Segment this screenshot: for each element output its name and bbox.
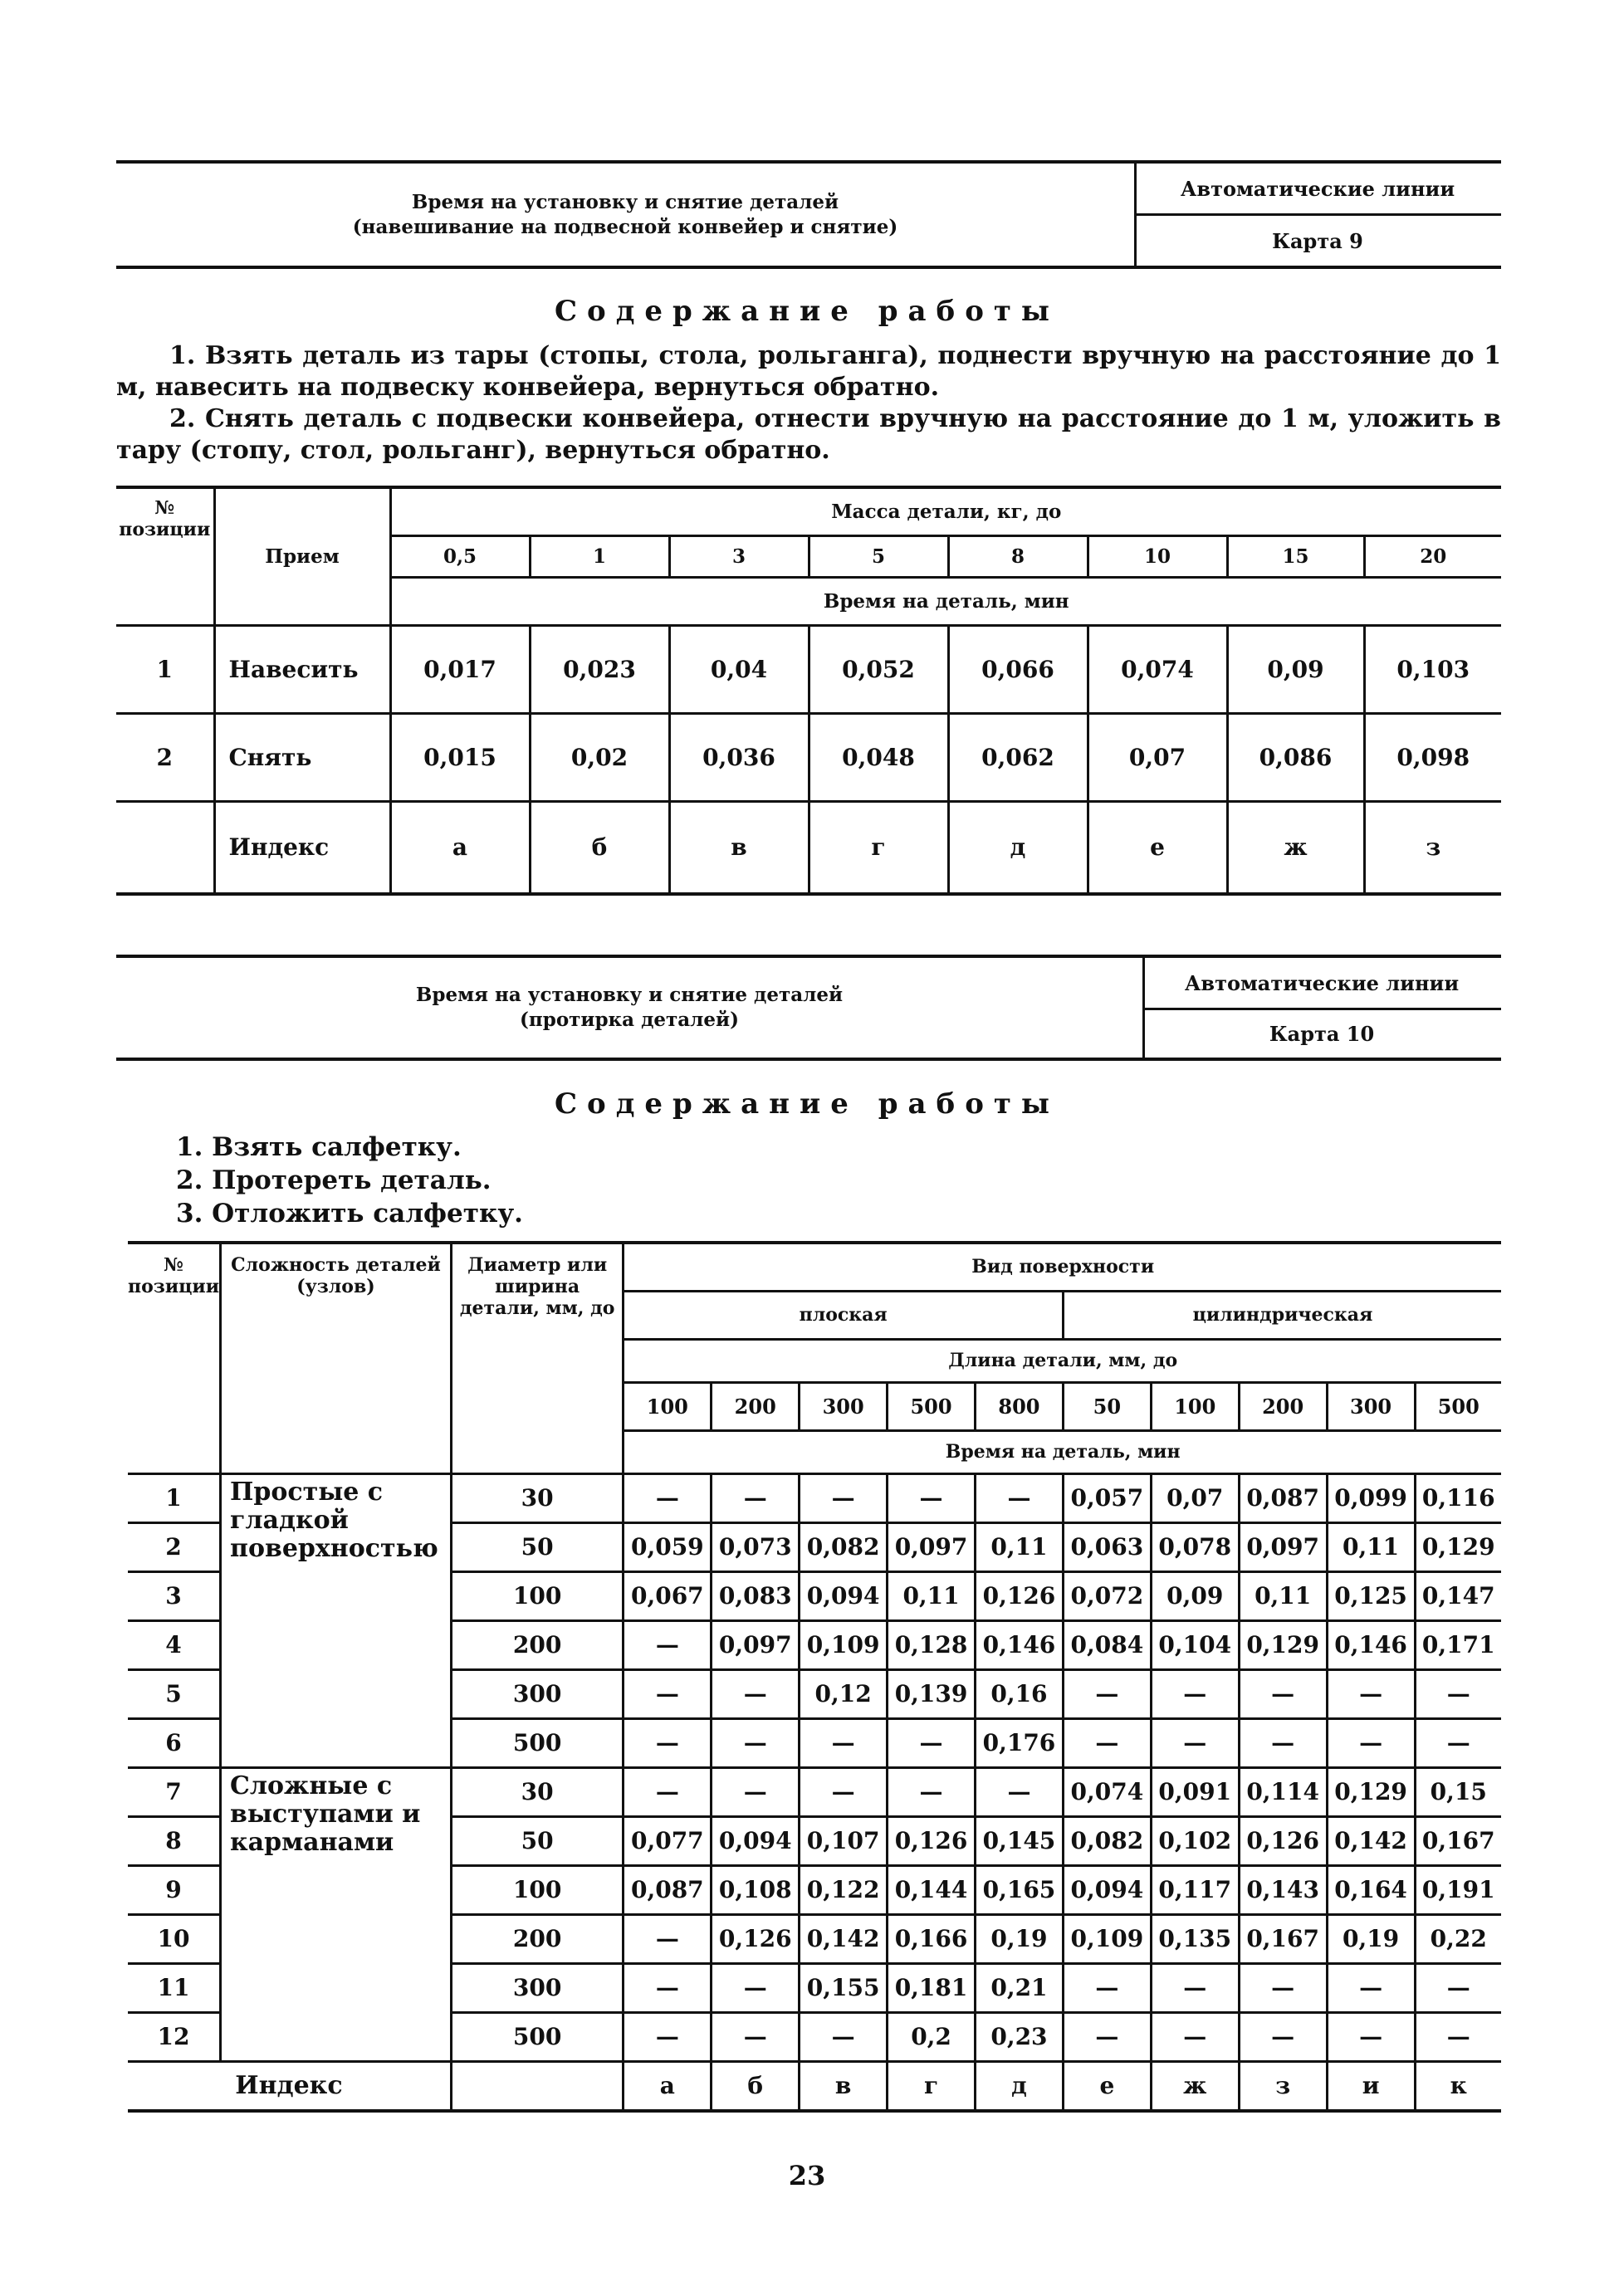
card10-title (116, 958, 1145, 1058)
card9-title-line1: Время на установку и снятие деталей (411, 190, 839, 213)
row-position: 1 (116, 625, 214, 713)
time-header: Время на деталь, мин (624, 1430, 1501, 1473)
cell-value: — (712, 2012, 800, 2061)
cell-value: 0,122 (800, 1865, 888, 1914)
row-position: 7 (128, 1767, 221, 1816)
cell-value: — (1063, 2012, 1151, 2061)
cell-value: — (712, 1963, 800, 2012)
row-method: Навесить (214, 625, 390, 713)
cell-value: 0,07 (1088, 713, 1227, 801)
index-cell: д (948, 801, 1088, 894)
index-cell: в (669, 801, 809, 894)
card10-section-title: Содержание работы (554, 1087, 1060, 1121)
cell-value: 0,166 (888, 1914, 976, 1963)
mass-value: 15 (1227, 535, 1364, 577)
table-row (116, 713, 1501, 801)
card10-title-line2: (протирка деталей) (520, 1009, 739, 1031)
cell-value: — (712, 1718, 800, 1767)
row-position: 10 (128, 1914, 221, 1963)
length-value: 200 (712, 1382, 800, 1430)
cell-value: 0,128 (888, 1620, 976, 1669)
cell-value: 0,181 (888, 1963, 976, 2012)
cell-value: — (800, 1718, 888, 1767)
cell-value: 0,126 (712, 1914, 800, 1963)
cell-value: 0,155 (800, 1963, 888, 2012)
index-cell: в (800, 2061, 888, 2111)
row-diameter: 100 (451, 1571, 623, 1620)
cell-value: 0,094 (1063, 1865, 1151, 1914)
cell-value: — (976, 1473, 1064, 1522)
cell-value: — (1327, 1669, 1415, 1718)
cell-value: — (1239, 1718, 1327, 1767)
card9-step-2: 2. Снять деталь с подвески конвейера, отнести вручную на расстояние до 1 м, уложить в тару (стопу, стол, рольганг), вернуться обратно. (116, 404, 1501, 465)
cell-value: 0,052 (809, 625, 948, 713)
cell-value: 0,109 (1063, 1914, 1151, 1963)
row-diameter: 100 (451, 1865, 623, 1914)
table-row (128, 1767, 1501, 1816)
cell-value: 0,11 (1327, 1522, 1415, 1571)
mass-value: 1 (530, 535, 669, 577)
mass-value: 20 (1364, 535, 1501, 577)
card9-header (116, 160, 1501, 269)
cell-value: 0,176 (976, 1718, 1064, 1767)
index-cell: г (809, 801, 948, 894)
index-cell: д (976, 2061, 1064, 2111)
cell-value: 0,145 (976, 1816, 1064, 1865)
cell-value: 0,22 (1415, 1914, 1501, 1963)
mass-value: 10 (1088, 535, 1227, 577)
card10-step-1: 1. Взять салфетку. (176, 1132, 462, 1162)
cell-value: 0,126 (888, 1816, 976, 1865)
cell-value: 0,084 (1063, 1620, 1151, 1669)
cell-value: — (712, 1473, 800, 1522)
cell-value: — (624, 1718, 712, 1767)
row-position: 11 (128, 1963, 221, 2012)
index-label: Индекс (214, 801, 390, 894)
card10-step-2: 2. Протереть деталь. (176, 1165, 492, 1195)
cell-value: 0,023 (530, 625, 669, 713)
cell-value: — (624, 1669, 712, 1718)
cell-value: 0,142 (800, 1914, 888, 1963)
cell-value: 0,099 (1327, 1473, 1415, 1522)
row-position: 3 (128, 1571, 221, 1620)
surface-header: Вид поверхности (624, 1243, 1501, 1291)
cell-value: 0,116 (1415, 1473, 1501, 1522)
row-diameter: 500 (451, 2012, 623, 2061)
cell-value: 0,097 (1239, 1522, 1327, 1571)
cell-value: — (1327, 1718, 1415, 1767)
col-diameter-header: Диаметр или ширина детали, мм, до (451, 1243, 623, 1473)
cell-value: 0,057 (1063, 1473, 1151, 1522)
cell-value: — (1151, 2012, 1239, 2061)
row-diameter: 300 (451, 1963, 623, 2012)
mass-value: 8 (948, 535, 1088, 577)
cell-value: — (1239, 2012, 1327, 2061)
row-diameter: 50 (451, 1816, 623, 1865)
index-empty (116, 801, 214, 894)
card10-steps (176, 1131, 523, 1230)
cell-value: 0,083 (712, 1571, 800, 1620)
cell-value: — (888, 1473, 976, 1522)
cell-value: — (1063, 1669, 1151, 1718)
card9-number: Карта 9 (1272, 228, 1363, 253)
cell-value: 0,129 (1327, 1767, 1415, 1816)
index-cell: з (1364, 801, 1501, 894)
cell-value: — (1327, 1963, 1415, 2012)
mass-value: 0,5 (390, 535, 530, 577)
cell-value: 0,117 (1151, 1865, 1239, 1914)
cell-value: — (712, 1669, 800, 1718)
cell-value: 0,094 (800, 1571, 888, 1620)
cell-value: 0,108 (712, 1865, 800, 1914)
cell-value: — (1151, 1669, 1239, 1718)
cell-value: 0,082 (1063, 1816, 1151, 1865)
cell-value: 0,11 (1239, 1571, 1327, 1620)
cell-value: 0,143 (1239, 1865, 1327, 1914)
cell-value: — (800, 2012, 888, 2061)
index-cell: ж (1227, 801, 1364, 894)
row-diameter: 50 (451, 1522, 623, 1571)
row-method: Снять (214, 713, 390, 801)
table-row (116, 625, 1501, 713)
cell-value: 0,097 (712, 1620, 800, 1669)
cell-value: — (1239, 1963, 1327, 2012)
length-value: 100 (624, 1382, 712, 1430)
cell-value: 0,074 (1088, 625, 1227, 713)
cell-value: — (1327, 2012, 1415, 2061)
cell-value: 0,098 (1364, 713, 1501, 801)
cell-value: — (1063, 1963, 1151, 2012)
cell-value: 0,07 (1151, 1473, 1239, 1522)
cell-value: 0,144 (888, 1865, 976, 1914)
row-position: 4 (128, 1620, 221, 1669)
index-cell: б (530, 801, 669, 894)
index-cell: ж (1151, 2061, 1239, 2111)
card9-step-1: 1. Взять деталь из тары (стопы, стола, рольганга), поднести вручную на расстояние до 1 м, навесить на подвеску конвейера, вернуться обратно. (116, 341, 1501, 402)
mass-header: Масса детали, кг, до (390, 487, 1501, 535)
cell-value: — (624, 2012, 712, 2061)
cell-value: 0,165 (976, 1865, 1064, 1914)
length-value: 500 (888, 1382, 976, 1430)
cell-value: 0,126 (1239, 1816, 1327, 1865)
cyl-header: цилиндрическая (1063, 1291, 1501, 1339)
cell-value: 0,087 (624, 1865, 712, 1914)
cell-value: 0,066 (948, 625, 1088, 713)
col-position-header: № позиции (116, 487, 214, 625)
cell-value: 0,171 (1415, 1620, 1501, 1669)
card10-table (128, 1241, 1501, 2113)
row-position: 5 (128, 1669, 221, 1718)
row-position: 2 (128, 1522, 221, 1571)
index-cell: к (1415, 2061, 1501, 2111)
cell-value: 0,126 (976, 1571, 1064, 1620)
cell-value: 0,16 (976, 1669, 1064, 1718)
index-empty (451, 2061, 623, 2111)
cell-value: 0,125 (1327, 1571, 1415, 1620)
index-cell: г (888, 2061, 976, 2111)
complexity-group: Сложные с выступами и карманами (221, 1767, 452, 2061)
card10-number: Карта 10 (1269, 1021, 1375, 1046)
index-cell: а (390, 801, 530, 894)
index-label: Индекс (128, 2061, 451, 2111)
cell-value: — (888, 1767, 976, 1816)
index-cell: з (1239, 2061, 1327, 2111)
row-diameter: 30 (451, 1767, 623, 1816)
cell-value: 0,04 (669, 625, 809, 713)
cell-value: 0,094 (712, 1816, 800, 1865)
cell-value: 0,017 (390, 625, 530, 713)
cell-value: 0,091 (1151, 1767, 1239, 1816)
card10-header (116, 955, 1501, 1061)
cell-value: 0,2 (888, 2012, 976, 2061)
cell-value: 0,015 (390, 713, 530, 801)
cell-value: — (800, 1767, 888, 1816)
cell-value: — (1151, 1718, 1239, 1767)
cell-value: 0,146 (1327, 1620, 1415, 1669)
index-row (128, 2061, 1501, 2111)
cell-value: 0,107 (800, 1816, 888, 1865)
cell-value: 0,19 (1327, 1914, 1415, 1963)
index-row (116, 801, 1501, 894)
cell-value: — (624, 1963, 712, 2012)
row-position: 8 (128, 1816, 221, 1865)
cell-value: 0,09 (1227, 625, 1364, 713)
cell-value: 0,21 (976, 1963, 1064, 2012)
index-cell: б (712, 2061, 800, 2111)
cell-value: 0,135 (1151, 1914, 1239, 1963)
cell-value: 0,139 (888, 1669, 976, 1718)
flat-header: плоская (624, 1291, 1064, 1339)
card10-meta (1142, 958, 1501, 1058)
cell-value: 0,059 (624, 1522, 712, 1571)
card9-table (116, 486, 1501, 896)
card9-title (116, 164, 1137, 266)
cell-value: 0,12 (800, 1669, 888, 1718)
row-position: 9 (128, 1865, 221, 1914)
cell-value: 0,087 (1239, 1473, 1327, 1522)
cell-value: 0,063 (1063, 1522, 1151, 1571)
cell-value: 0,103 (1364, 625, 1501, 713)
row-diameter: 200 (451, 1620, 623, 1669)
length-header: Длина детали, мм, до (624, 1339, 1501, 1382)
cell-value: 0,104 (1151, 1620, 1239, 1669)
cell-value: 0,074 (1063, 1767, 1151, 1816)
row-diameter: 500 (451, 1718, 623, 1767)
page-number: 23 (788, 2160, 826, 2191)
row-position: 6 (128, 1718, 221, 1767)
cell-value: 0,097 (888, 1522, 976, 1571)
cell-value: 0,167 (1415, 1816, 1501, 1865)
row-position: 1 (128, 1473, 221, 1522)
card9-category: Автоматические линии (1134, 164, 1501, 216)
row-diameter: 30 (451, 1473, 623, 1522)
cell-value: 0,109 (800, 1620, 888, 1669)
index-cell: а (624, 2061, 712, 2111)
cell-value: 0,073 (712, 1522, 800, 1571)
cell-value: 0,067 (624, 1571, 712, 1620)
cell-value: 0,072 (1063, 1571, 1151, 1620)
index-cell: е (1063, 2061, 1151, 2111)
cell-value: — (1415, 2012, 1501, 2061)
time-header: Время на деталь, мин (390, 577, 1501, 625)
card10-title-line1: Время на установку и снятие деталей (415, 984, 844, 1006)
cell-value: — (624, 1767, 712, 1816)
col-method-header: Прием (214, 487, 390, 625)
cell-value: 0,147 (1415, 1571, 1501, 1620)
cell-value: — (624, 1473, 712, 1522)
cell-value: — (712, 1767, 800, 1816)
cell-value: — (800, 1473, 888, 1522)
cell-value: 0,048 (809, 713, 948, 801)
length-value: 50 (1063, 1382, 1151, 1430)
cell-value: 0,146 (976, 1620, 1064, 1669)
cell-value: — (888, 1718, 976, 1767)
cell-value: — (1239, 1669, 1327, 1718)
cell-value: — (976, 1767, 1064, 1816)
card9-section-title: Содержание работы (554, 295, 1060, 328)
index-cell: е (1088, 801, 1227, 894)
cell-value: 0,114 (1239, 1767, 1327, 1816)
complexity-group: Простые с гладкой поверхностью (221, 1473, 452, 1767)
cell-value: 0,11 (976, 1522, 1064, 1571)
cell-value: 0,142 (1327, 1816, 1415, 1865)
cell-value: 0,167 (1239, 1914, 1327, 1963)
col-position-header: № позиции (128, 1243, 221, 1473)
row-position: 12 (128, 2012, 221, 2061)
row-diameter: 200 (451, 1914, 623, 1963)
row-diameter: 300 (451, 1669, 623, 1718)
cell-value: — (1415, 1718, 1501, 1767)
cell-value: 0,23 (976, 2012, 1064, 2061)
cell-value: 0,129 (1239, 1620, 1327, 1669)
cell-value: 0,082 (800, 1522, 888, 1571)
cell-value: 0,078 (1151, 1522, 1239, 1571)
index-cell: и (1327, 2061, 1415, 2111)
cell-value: — (1415, 1669, 1501, 1718)
cell-value: — (1063, 1718, 1151, 1767)
cell-value: 0,062 (948, 713, 1088, 801)
length-value: 300 (1327, 1382, 1415, 1430)
length-value: 200 (1239, 1382, 1327, 1430)
card9-title-line2: (навешивание на подвесной конвейер и снятие) (352, 215, 898, 238)
card9-meta (1134, 164, 1501, 266)
cell-value: 0,11 (888, 1571, 976, 1620)
mass-value: 3 (669, 535, 809, 577)
cell-value: 0,191 (1415, 1865, 1501, 1914)
cell-value: 0,09 (1151, 1571, 1239, 1620)
mass-value: 5 (809, 535, 948, 577)
length-value: 100 (1151, 1382, 1239, 1430)
cell-value: 0,19 (976, 1914, 1064, 1963)
col-complexity-header: Сложность деталей (узлов) (221, 1243, 452, 1473)
cell-value: 0,077 (624, 1816, 712, 1865)
card10-step-3: 3. Отложить салфетку. (176, 1199, 523, 1229)
cell-value: 0,036 (669, 713, 809, 801)
cell-value: 0,164 (1327, 1865, 1415, 1914)
cell-value: 0,02 (530, 713, 669, 801)
card9-steps (116, 340, 1501, 467)
cell-value: — (624, 1914, 712, 1963)
cell-value: — (624, 1620, 712, 1669)
card10-category: Автоматические линии (1142, 958, 1501, 1010)
cell-value: — (1415, 1963, 1501, 2012)
cell-value: 0,086 (1227, 713, 1364, 801)
table-row (128, 1473, 1501, 1522)
cell-value: 0,15 (1415, 1767, 1501, 1816)
cell-value: — (1151, 1963, 1239, 2012)
row-position: 2 (116, 713, 214, 801)
cell-value: 0,129 (1415, 1522, 1501, 1571)
cell-value: 0,102 (1151, 1816, 1239, 1865)
length-value: 300 (800, 1382, 888, 1430)
length-value: 800 (976, 1382, 1064, 1430)
length-value: 500 (1415, 1382, 1501, 1430)
